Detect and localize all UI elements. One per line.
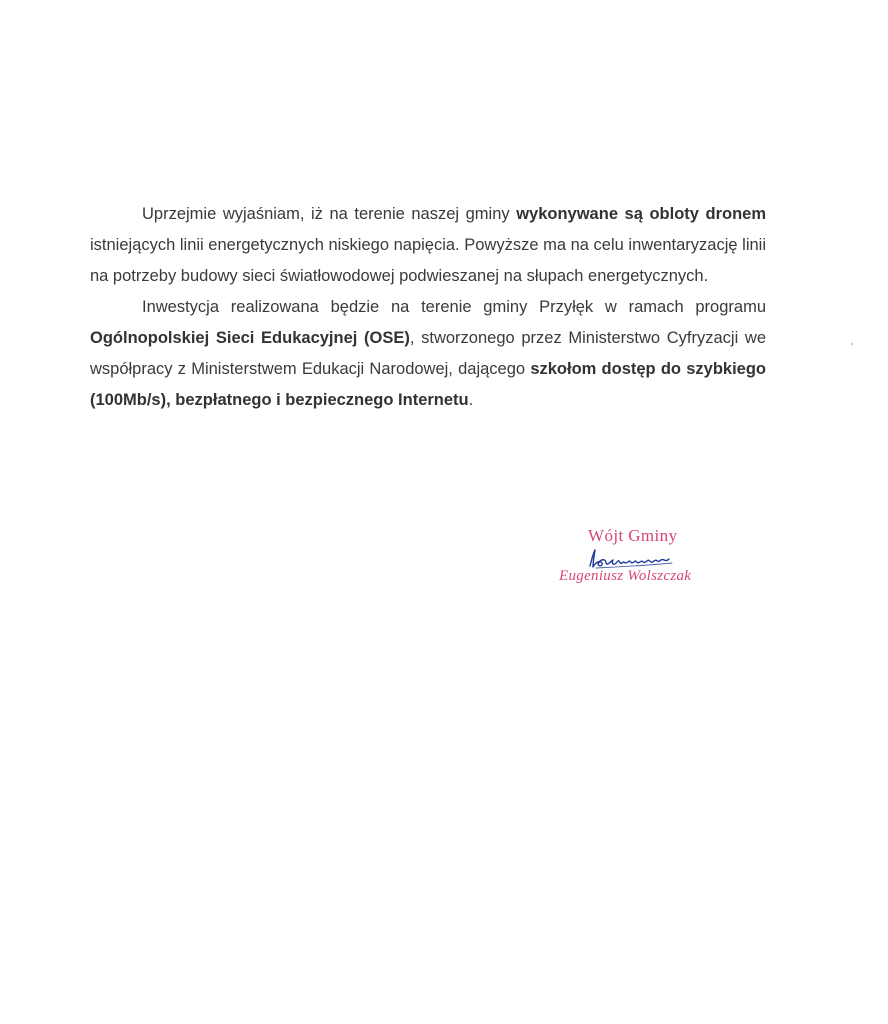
paragraph-investment <box>90 292 766 416</box>
paragraph1-text-1: Uprzejmie wyjaśniam, iż na terenie naszej gminy <box>142 205 517 223</box>
paragraph1-bold-1: wykonywane są obloty dronem <box>516 205 767 223</box>
paragraph2-text-2: , stworzonego przez Ministerstwo Cyfryzacji we współpracy z Ministerstwem Edukacji Narodowej, dającego <box>90 329 766 378</box>
paragraph-drone-flights <box>90 199 766 292</box>
paragraph2-bold-1: Ogólnopolskiej Sieci Edukacyjnej (OSE) <box>90 329 410 347</box>
paragraph2-text-3: . <box>468 391 474 409</box>
paragraph2-text-1: Inwestycja realizowana będzie na terenie gminy Przyłęk w ramach programu <box>142 298 766 316</box>
paragraph1-text-2: istniejących linii energetycznych niskiego napięcia. Powyższe ma na celu inwentaryzację linii na potrzeby budowy sieci światłowodowej podwieszanej na słupach energetycznych. <box>90 236 766 285</box>
paragraph2-bold-2: szkołom dostęp do szybkiego (100Mb/s), bezpłatnego i bezpiecznego Internetu <box>90 360 766 409</box>
signature-name: Eugeniusz Wolszczak <box>559 568 692 584</box>
letter-body <box>90 199 766 416</box>
scan-speck <box>851 343 853 345</box>
signature-title: Wójt Gminy <box>588 526 678 545</box>
